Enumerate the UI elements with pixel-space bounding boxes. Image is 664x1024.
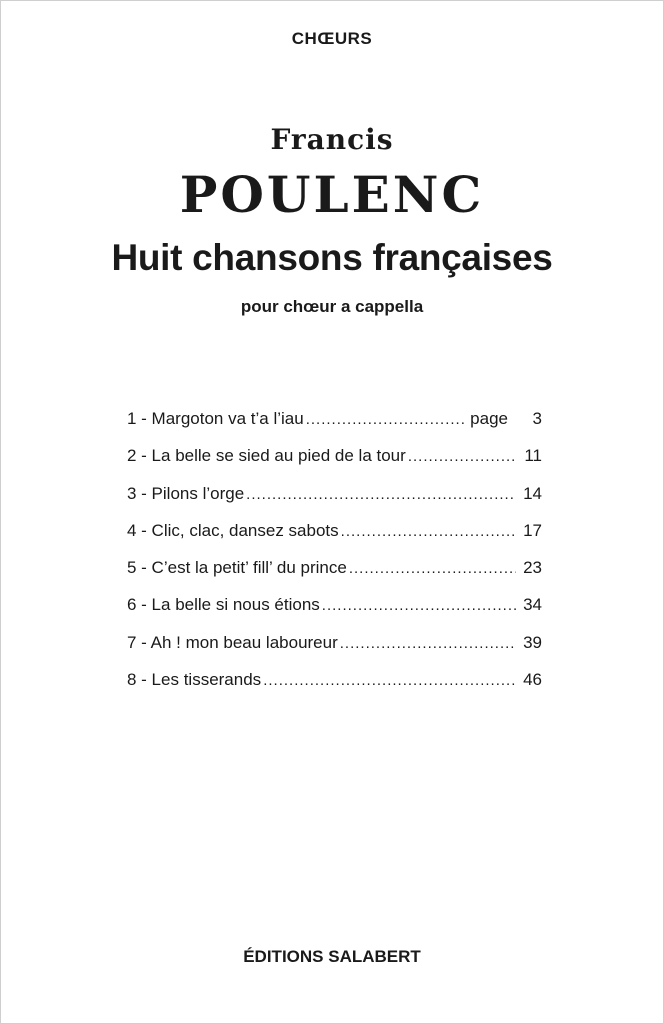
toc-item-title: 2 - La belle se sied au pied de la tour bbox=[127, 446, 406, 466]
category-label: CHŒURS bbox=[291, 29, 373, 48]
toc-item-title: 5 - C’est la petit’ fill’ du prince bbox=[127, 558, 347, 578]
toc-item bbox=[127, 480, 542, 517]
work-subtitle: pour chœur a cappella bbox=[240, 297, 424, 316]
toc-item bbox=[127, 666, 542, 703]
work-title: Huit chansons françaises bbox=[111, 237, 553, 278]
toc-leader-dots bbox=[306, 406, 464, 434]
toc-item-page: 23 bbox=[523, 558, 542, 578]
toc-item-title: 1 - Margoton va t’a l’iau bbox=[127, 409, 304, 428]
toc-item-page: 3 bbox=[532, 409, 542, 428]
toc-item-title: 4 - Clic, clac, dansez sabots bbox=[127, 520, 339, 540]
table-of-contents bbox=[127, 405, 542, 703]
toc-item bbox=[127, 517, 542, 554]
toc-item-page: 39 bbox=[523, 632, 542, 652]
toc-item-title: 7 - Ah ! mon beau laboureur bbox=[127, 632, 338, 652]
toc-leader-dots bbox=[263, 667, 516, 695]
toc-leader-dots bbox=[341, 518, 516, 546]
toc-item bbox=[127, 405, 542, 442]
toc-item-title: 8 - Les tisserands bbox=[127, 670, 262, 690]
toc-item-page: 34 bbox=[523, 595, 542, 615]
toc-leader-dots bbox=[322, 592, 516, 620]
toc-item-page: 46 bbox=[523, 670, 542, 690]
toc-item-title: 3 - Pilons l’orge bbox=[127, 483, 245, 503]
publisher-name: ÉDITIONS SALABERT bbox=[243, 947, 421, 966]
toc-item-page: 14 bbox=[523, 483, 542, 503]
toc-item bbox=[127, 591, 542, 628]
composer-first-name: Francis bbox=[270, 123, 394, 156]
toc-item bbox=[127, 629, 542, 666]
composer-last-name: POULENC bbox=[179, 165, 485, 224]
toc-leader-dots bbox=[246, 481, 516, 509]
toc-leader-dots bbox=[349, 555, 516, 583]
toc-item bbox=[127, 554, 542, 591]
toc-page-word: page bbox=[470, 409, 508, 428]
toc-leader-dots bbox=[340, 630, 516, 658]
toc-item-page: 11 bbox=[524, 446, 542, 466]
toc-leader-dots bbox=[408, 443, 516, 471]
toc-item-title: 6 - La belle si nous étions bbox=[127, 595, 320, 615]
toc-item bbox=[127, 442, 542, 479]
toc-item-page: 17 bbox=[523, 520, 542, 540]
